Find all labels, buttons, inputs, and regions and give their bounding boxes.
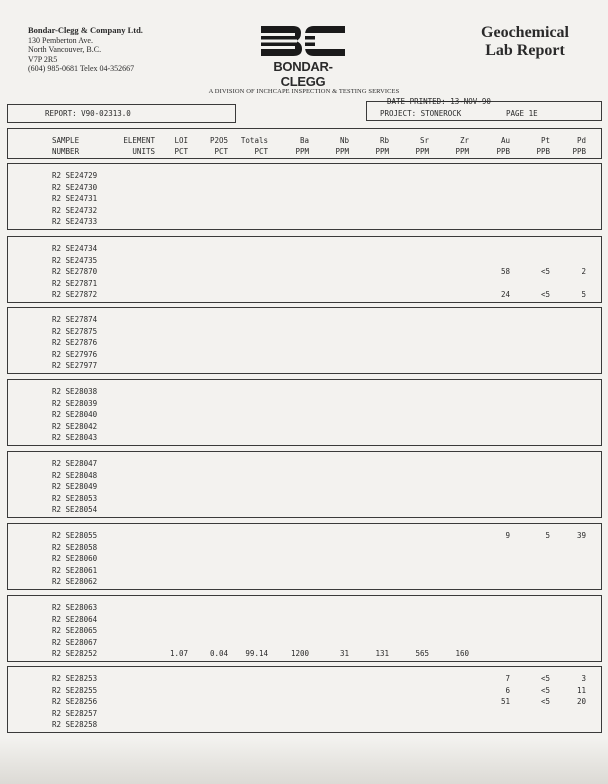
report-number: REPORT: V90-02313.0 [45, 109, 131, 118]
table-row [0, 459, 608, 471]
column-header-label: Zr [459, 136, 469, 145]
cell-p2o5: 0.04 [209, 649, 228, 659]
table-row [0, 471, 608, 483]
table-row [0, 566, 608, 578]
table-row [0, 674, 608, 686]
sample-number: R2 SE28055 [52, 531, 98, 540]
cell-pt: 5 [545, 531, 550, 540]
sample-number: R2 SE28043 [52, 433, 98, 443]
table-row [0, 720, 608, 732]
table-row [0, 697, 608, 709]
table-row [0, 338, 608, 350]
sample-number: R2 SE24734 [52, 244, 98, 253]
cell-au: 51 [500, 697, 510, 707]
sample-number: R2 SE27977 [52, 361, 98, 371]
sample-number: R2 SE27976 [52, 349, 98, 359]
address-line: North Vancouver, B.C. [28, 45, 102, 55]
table-row [0, 494, 608, 506]
table-row [0, 709, 608, 721]
cell-pt: <5 [540, 697, 550, 707]
column-header-unit: PPB [536, 147, 550, 156]
column-header-label: SAMPLE [52, 136, 80, 145]
cell-au: 58 [500, 267, 510, 277]
page-bottom-edge [0, 738, 608, 784]
table-row [0, 686, 608, 698]
cell-ba: 1200 [290, 649, 309, 659]
sample-number: R2 SE27872 [52, 290, 98, 300]
sample-number: R2 SE24729 [52, 171, 98, 180]
table-row [0, 649, 608, 661]
sample-number: R2 SE28054 [52, 505, 98, 515]
column-header-unit: PPM [415, 147, 429, 156]
column-header-label: Pt [540, 136, 550, 145]
column-header-label: Sr [419, 136, 429, 145]
sample-number: R2 SE28039 [52, 398, 98, 408]
sample-number: R2 SE27875 [52, 326, 98, 336]
table-row [0, 531, 608, 543]
column-header-label: LOI [174, 136, 188, 145]
table-row [0, 244, 608, 256]
cell-totals: 99.14 [245, 649, 268, 659]
table-row [0, 217, 608, 229]
cell-rb: 131 [375, 649, 389, 659]
column-header-label: Pd [576, 136, 586, 145]
table-row [0, 387, 608, 399]
document-title-line: Geochemical [481, 24, 569, 41]
column-header-unit: PCT [214, 147, 228, 156]
sample-number: R2 SE28256 [52, 697, 98, 707]
table-row [0, 267, 608, 279]
company-address-block [28, 26, 143, 74]
project-name: PROJECT: STONEROCK [380, 109, 462, 118]
logo-wordmark: BONDAR-CLEGG [273, 59, 333, 89]
sample-number: R2 SE28060 [52, 554, 98, 564]
document-title-line: Lab Report [485, 42, 565, 59]
sample-number: R2 SE28067 [52, 637, 98, 647]
sample-number: R2 SE24733 [52, 217, 98, 227]
sample-number: R2 SE28255 [52, 685, 98, 695]
column-header-label: Rb [379, 136, 389, 145]
sample-number: R2 SE28065 [52, 626, 98, 636]
column-header-unit: PPB [572, 147, 586, 156]
column-header-label: P2O5 [209, 136, 228, 145]
table-row [0, 554, 608, 566]
column-header-unit: UNITS [132, 147, 155, 156]
sample-number: R2 SE28053 [52, 493, 98, 503]
table-row [0, 577, 608, 589]
cell-au: 7 [505, 674, 510, 683]
cell-pt: <5 [540, 674, 550, 683]
table-row [0, 256, 608, 268]
table-row [0, 482, 608, 494]
sample-number: R2 SE28049 [52, 482, 98, 492]
table-row [0, 361, 608, 373]
table-row [0, 290, 608, 302]
sample-number: R2 SE28058 [52, 542, 98, 552]
column-header-unit: PPM [375, 147, 389, 156]
cell-pd: 39 [576, 531, 586, 540]
cell-au: 6 [505, 685, 510, 695]
column-header-label: Nb [339, 136, 349, 145]
date-printed: DATE PRINTED: 13-NOV-90 [387, 97, 491, 106]
column-header-unit: PPM [335, 147, 349, 156]
address-line: 130 Pemberton Ave. [28, 35, 93, 45]
table-row [0, 603, 608, 615]
address-line: V7P 2R5 [28, 54, 58, 64]
column-header-label: Totals [240, 136, 268, 145]
column-header-unit: NUMBER [52, 147, 80, 156]
sample-number: R2 SE24732 [52, 205, 98, 215]
document-title [470, 24, 580, 60]
cell-pd: 2 [581, 267, 586, 277]
sample-number: R2 SE28064 [52, 614, 98, 624]
table-row [0, 171, 608, 183]
cell-pd: 11 [576, 685, 586, 695]
cell-pt: <5 [540, 267, 550, 277]
column-header-label: ELEMENT [123, 136, 155, 145]
table-row [0, 194, 608, 206]
company-logo [256, 24, 350, 89]
cell-au: 24 [500, 290, 510, 300]
table-row [0, 279, 608, 291]
column-header-label: Ba [299, 136, 309, 145]
cell-pd: 5 [581, 290, 586, 300]
address-line: (604) 985-0681 Telex 04-352667 [28, 64, 135, 74]
sample-number: R2 SE27871 [52, 278, 98, 288]
table-row [0, 638, 608, 650]
table-row [0, 626, 608, 638]
sample-number: R2 SE28257 [52, 708, 98, 718]
table-row [0, 183, 608, 195]
bc-logo-icon [259, 24, 347, 58]
sample-number: R2 SE28040 [52, 410, 98, 420]
company-name: Bondar-Clegg & Company Ltd. [28, 25, 143, 35]
page-number: PAGE 1E [506, 109, 538, 118]
table-row [0, 422, 608, 434]
cell-pt: <5 [540, 290, 550, 300]
table-row [0, 615, 608, 627]
table-row [0, 399, 608, 411]
table-row [0, 543, 608, 555]
sample-number: R2 SE27876 [52, 338, 98, 348]
sample-number: R2 SE28253 [52, 674, 98, 683]
sample-number: R2 SE27874 [52, 315, 98, 324]
cell-au: 9 [505, 531, 510, 540]
cell-loi: 1.07 [169, 649, 188, 659]
sample-number: R2 SE28042 [52, 421, 98, 431]
sample-number: R2 SE28038 [52, 387, 98, 396]
sample-number: R2 SE27870 [52, 267, 98, 277]
table-row [0, 350, 608, 362]
sample-number: R2 SE24735 [52, 255, 98, 265]
table-row [0, 315, 608, 327]
table-row [0, 327, 608, 339]
sample-number: R2 SE28258 [52, 720, 98, 730]
sample-number: R2 SE28061 [52, 565, 98, 575]
table-row [0, 433, 608, 445]
sample-number: R2 SE28047 [52, 459, 98, 468]
division-tagline: A DIVISION OF INCHCAPE INSPECTION & TESTING SERVICES [208, 88, 400, 95]
cell-nb: 31 [339, 649, 349, 659]
column-header-unit: PPM [455, 147, 469, 156]
sample-number: R2 SE24731 [52, 194, 98, 204]
cell-pd: 20 [576, 697, 586, 707]
column-header-unit: PCT [254, 147, 268, 156]
cell-sr: 565 [415, 649, 429, 659]
sample-number: R2 SE24730 [52, 182, 98, 192]
sample-number: R2 SE28062 [52, 577, 98, 587]
column-header-unit: PPM [295, 147, 309, 156]
sample-number: R2 SE28063 [52, 603, 98, 612]
table-row [0, 505, 608, 517]
sample-number: R2 SE28252 [52, 649, 98, 659]
table-row [0, 206, 608, 218]
cell-pd: 3 [581, 674, 586, 683]
column-header-pd [526, 135, 586, 157]
table-row [0, 410, 608, 422]
sample-number: R2 SE28048 [52, 470, 98, 480]
column-header-unit: PCT [174, 147, 188, 156]
column-header-unit: PPB [496, 147, 510, 156]
cell-pt: <5 [540, 685, 550, 695]
column-header-label: Au [500, 136, 510, 145]
cell-zr: 160 [455, 649, 469, 659]
